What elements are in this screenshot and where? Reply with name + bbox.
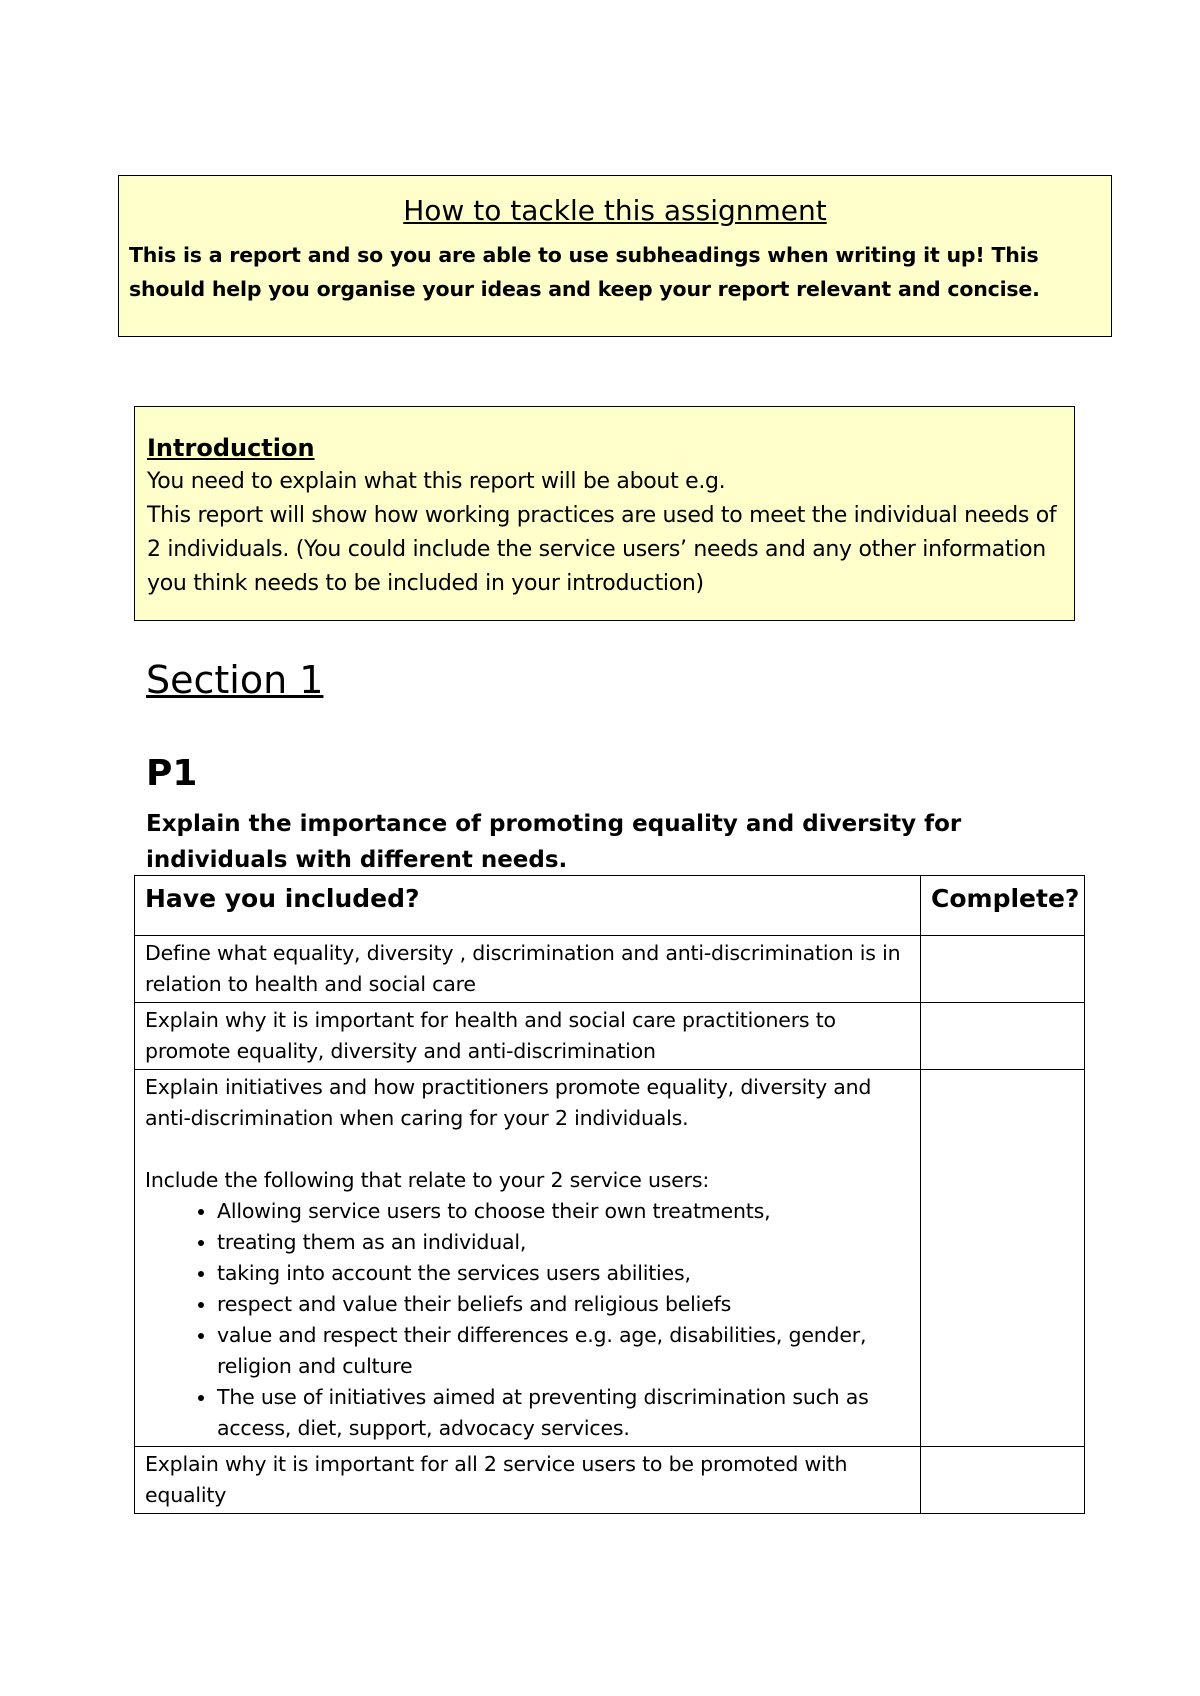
introduction-title: Introduction	[147, 434, 315, 462]
introduction-line: This report will show how working practices are used to meet the individual needs of 2 individuals. (You could include the service users’ needs and any other information you think needs to be included in your introduction)	[147, 503, 1057, 596]
criterion-title: P1	[146, 753, 198, 794]
table-row	[135, 1070, 1085, 1447]
complete-cell[interactable]	[921, 1003, 1085, 1070]
complete-cell[interactable]	[921, 1447, 1085, 1514]
assignment-guidance-box	[118, 175, 1112, 337]
checklist-item-cell	[135, 1003, 921, 1070]
complete-cell[interactable]	[921, 936, 1085, 1003]
spacer	[145, 1134, 910, 1165]
guidance-body: This is a report and so you are able to use subheadings when writing it up! This should help you organise your ideas and keep your report relevant and concise.	[129, 242, 1040, 301]
section-title: Section 1	[146, 658, 324, 702]
introduction-box	[134, 406, 1075, 621]
checklist-item-text: Explain why it is important for all 2 service users to be promoted with equality	[145, 1452, 848, 1507]
checklist-item-text: Explain initiatives and how practitioners promote equality, diversity and anti-discrimination when caring for your 2 individuals.	[145, 1075, 872, 1130]
table-row	[135, 936, 1085, 1003]
checklist-item-cell	[135, 936, 921, 1003]
table-header-row	[135, 876, 1085, 936]
table-row	[135, 1447, 1085, 1514]
column-header-included: Have you included?	[135, 876, 921, 936]
column-header-complete: Complete?	[921, 876, 1085, 936]
checklist-table	[134, 875, 1085, 1514]
criterion-description: Explain the importance of promoting equality and diversity for individuals with different needs.	[146, 811, 962, 873]
checklist-item-text: Explain why it is important for health and social care practitioners to promote equality, diversity and anti-discrimination	[145, 1008, 836, 1063]
checklist-item-text: Define what equality, diversity , discrimination and anti-discrimination is in relation to health and social care	[145, 941, 901, 996]
list-item: • The use of initiatives aimed at preventing discrimination such as access, diet, support, advocacy services.	[217, 1382, 910, 1444]
list-item: • taking into account the services users abilities,	[217, 1258, 910, 1289]
bullet-list	[145, 1196, 910, 1444]
checklist-item-cell	[135, 1070, 921, 1447]
list-item: • treating them as an individual,	[217, 1227, 910, 1258]
checklist-item-subintro: Include the following that relate to your 2 service users:	[145, 1168, 710, 1192]
list-item: • Allowing service users to choose their own treatments,	[217, 1196, 910, 1227]
guidance-title: How to tackle this assignment	[403, 194, 827, 227]
list-item: • respect and value their beliefs and religious beliefs	[217, 1289, 910, 1320]
table-row	[135, 1003, 1085, 1070]
list-item: • value and respect their differences e.g. age, disabilities, gender, religion and culture	[217, 1320, 910, 1382]
introduction-line: You need to explain what this report will be about e.g.	[147, 469, 726, 494]
checklist-item-cell	[135, 1447, 921, 1514]
complete-cell[interactable]	[921, 1070, 1085, 1447]
